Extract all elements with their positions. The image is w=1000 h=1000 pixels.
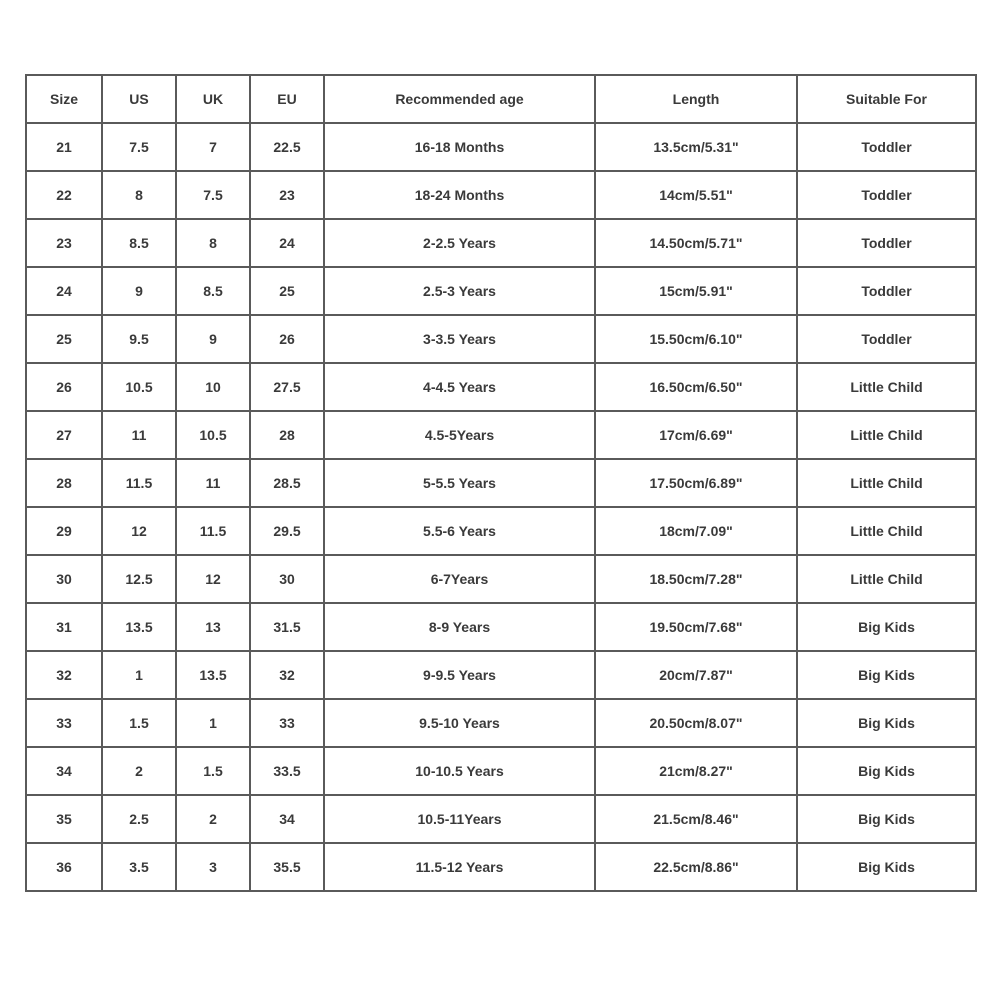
cell-us: 10.5: [102, 363, 176, 411]
cell-suitable-for: Toddler: [797, 219, 976, 267]
table-row: [26, 699, 976, 747]
table-row: [26, 747, 976, 795]
cell-size: 24: [26, 267, 102, 315]
cell-size: 29: [26, 507, 102, 555]
cell-us: 11.5: [102, 459, 176, 507]
cell-eu: 34: [250, 795, 324, 843]
cell-suitable-for: Little Child: [797, 363, 976, 411]
cell-eu: 29.5: [250, 507, 324, 555]
cell-us: 9.5: [102, 315, 176, 363]
cell-uk: 7.5: [176, 171, 250, 219]
cell-uk: 13: [176, 603, 250, 651]
cell-length: 13.5cm/5.31": [595, 123, 797, 171]
table-row: [26, 219, 976, 267]
cell-suitable-for: Toddler: [797, 171, 976, 219]
table-row: [26, 651, 976, 699]
cell-size: 25: [26, 315, 102, 363]
table-row: [26, 315, 976, 363]
cell-uk: 7: [176, 123, 250, 171]
header-length: Length: [595, 75, 797, 123]
cell-us: 12.5: [102, 555, 176, 603]
cell-us: 1.5: [102, 699, 176, 747]
cell-recommended-age: 2.5-3 Years: [324, 267, 595, 315]
cell-size: 33: [26, 699, 102, 747]
header-row: [26, 75, 976, 123]
cell-recommended-age: 11.5-12 Years: [324, 843, 595, 891]
cell-uk: 10.5: [176, 411, 250, 459]
cell-size: 36: [26, 843, 102, 891]
cell-recommended-age: 3-3.5 Years: [324, 315, 595, 363]
cell-us: 1: [102, 651, 176, 699]
cell-length: 14cm/5.51": [595, 171, 797, 219]
cell-eu: 22.5: [250, 123, 324, 171]
cell-recommended-age: 4.5-5Years: [324, 411, 595, 459]
cell-suitable-for: Big Kids: [797, 747, 976, 795]
cell-recommended-age: 2-2.5 Years: [324, 219, 595, 267]
cell-suitable-for: Toddler: [797, 267, 976, 315]
cell-recommended-age: 5-5.5 Years: [324, 459, 595, 507]
table-row: [26, 507, 976, 555]
header-us: US: [102, 75, 176, 123]
cell-eu: 27.5: [250, 363, 324, 411]
cell-length: 18cm/7.09": [595, 507, 797, 555]
cell-recommended-age: 8-9 Years: [324, 603, 595, 651]
cell-recommended-age: 18-24 Months: [324, 171, 595, 219]
cell-size: 30: [26, 555, 102, 603]
cell-suitable-for: Big Kids: [797, 795, 976, 843]
table-row: [26, 171, 976, 219]
cell-suitable-for: Little Child: [797, 459, 976, 507]
header-uk: UK: [176, 75, 250, 123]
cell-recommended-age: 6-7Years: [324, 555, 595, 603]
table-row: [26, 843, 976, 891]
cell-us: 13.5: [102, 603, 176, 651]
cell-size: 34: [26, 747, 102, 795]
cell-uk: 1: [176, 699, 250, 747]
cell-suitable-for: Toddler: [797, 315, 976, 363]
cell-size: 28: [26, 459, 102, 507]
cell-eu: 25: [250, 267, 324, 315]
cell-uk: 11.5: [176, 507, 250, 555]
cell-eu: 33: [250, 699, 324, 747]
table-row: [26, 411, 976, 459]
table-row: [26, 123, 976, 171]
cell-us: 8: [102, 171, 176, 219]
cell-size: 32: [26, 651, 102, 699]
cell-length: 14.50cm/5.71": [595, 219, 797, 267]
cell-us: 8.5: [102, 219, 176, 267]
cell-eu: 28: [250, 411, 324, 459]
cell-eu: 28.5: [250, 459, 324, 507]
cell-eu: 24: [250, 219, 324, 267]
cell-uk: 13.5: [176, 651, 250, 699]
table-body: [26, 123, 976, 891]
table-row: [26, 267, 976, 315]
cell-size: 21: [26, 123, 102, 171]
cell-uk: 12: [176, 555, 250, 603]
cell-uk: 2: [176, 795, 250, 843]
table-row: [26, 795, 976, 843]
size-chart-table: [25, 74, 977, 892]
cell-suitable-for: Little Child: [797, 411, 976, 459]
cell-us: 3.5: [102, 843, 176, 891]
cell-suitable-for: Big Kids: [797, 843, 976, 891]
cell-uk: 8.5: [176, 267, 250, 315]
cell-length: 15.50cm/6.10": [595, 315, 797, 363]
cell-size: 22: [26, 171, 102, 219]
cell-recommended-age: 10-10.5 Years: [324, 747, 595, 795]
cell-length: 21.5cm/8.46": [595, 795, 797, 843]
table-row: [26, 555, 976, 603]
header-eu: EU: [250, 75, 324, 123]
cell-us: 7.5: [102, 123, 176, 171]
cell-recommended-age: 5.5-6 Years: [324, 507, 595, 555]
cell-length: 17cm/6.69": [595, 411, 797, 459]
cell-length: 22.5cm/8.86": [595, 843, 797, 891]
cell-recommended-age: 16-18 Months: [324, 123, 595, 171]
cell-length: 20cm/7.87": [595, 651, 797, 699]
cell-eu: 30: [250, 555, 324, 603]
cell-us: 12: [102, 507, 176, 555]
cell-uk: 11: [176, 459, 250, 507]
cell-uk: 10: [176, 363, 250, 411]
cell-eu: 32: [250, 651, 324, 699]
cell-eu: 23: [250, 171, 324, 219]
header-recommended-age: Recommended age: [324, 75, 595, 123]
cell-recommended-age: 9-9.5 Years: [324, 651, 595, 699]
cell-recommended-age: 10.5-11Years: [324, 795, 595, 843]
table-row: [26, 363, 976, 411]
cell-uk: 9: [176, 315, 250, 363]
cell-size: 27: [26, 411, 102, 459]
cell-length: 18.50cm/7.28": [595, 555, 797, 603]
cell-us: 2.5: [102, 795, 176, 843]
header-suitable-for: Suitable For: [797, 75, 976, 123]
cell-suitable-for: Big Kids: [797, 603, 976, 651]
table-row: [26, 459, 976, 507]
cell-length: 15cm/5.91": [595, 267, 797, 315]
cell-eu: 26: [250, 315, 324, 363]
cell-us: 9: [102, 267, 176, 315]
cell-size: 26: [26, 363, 102, 411]
cell-recommended-age: 9.5-10 Years: [324, 699, 595, 747]
cell-length: 21cm/8.27": [595, 747, 797, 795]
cell-length: 19.50cm/7.68": [595, 603, 797, 651]
cell-us: 11: [102, 411, 176, 459]
cell-eu: 31.5: [250, 603, 324, 651]
cell-suitable-for: Toddler: [797, 123, 976, 171]
cell-size: 31: [26, 603, 102, 651]
cell-us: 2: [102, 747, 176, 795]
cell-suitable-for: Little Child: [797, 555, 976, 603]
cell-length: 17.50cm/6.89": [595, 459, 797, 507]
cell-size: 23: [26, 219, 102, 267]
cell-uk: 3: [176, 843, 250, 891]
cell-suitable-for: Big Kids: [797, 699, 976, 747]
cell-suitable-for: Big Kids: [797, 651, 976, 699]
cell-uk: 1.5: [176, 747, 250, 795]
cell-length: 16.50cm/6.50": [595, 363, 797, 411]
cell-uk: 8: [176, 219, 250, 267]
cell-suitable-for: Little Child: [797, 507, 976, 555]
cell-eu: 35.5: [250, 843, 324, 891]
cell-length: 20.50cm/8.07": [595, 699, 797, 747]
table-row: [26, 603, 976, 651]
header-size: Size: [26, 75, 102, 123]
cell-eu: 33.5: [250, 747, 324, 795]
cell-recommended-age: 4-4.5 Years: [324, 363, 595, 411]
cell-size: 35: [26, 795, 102, 843]
